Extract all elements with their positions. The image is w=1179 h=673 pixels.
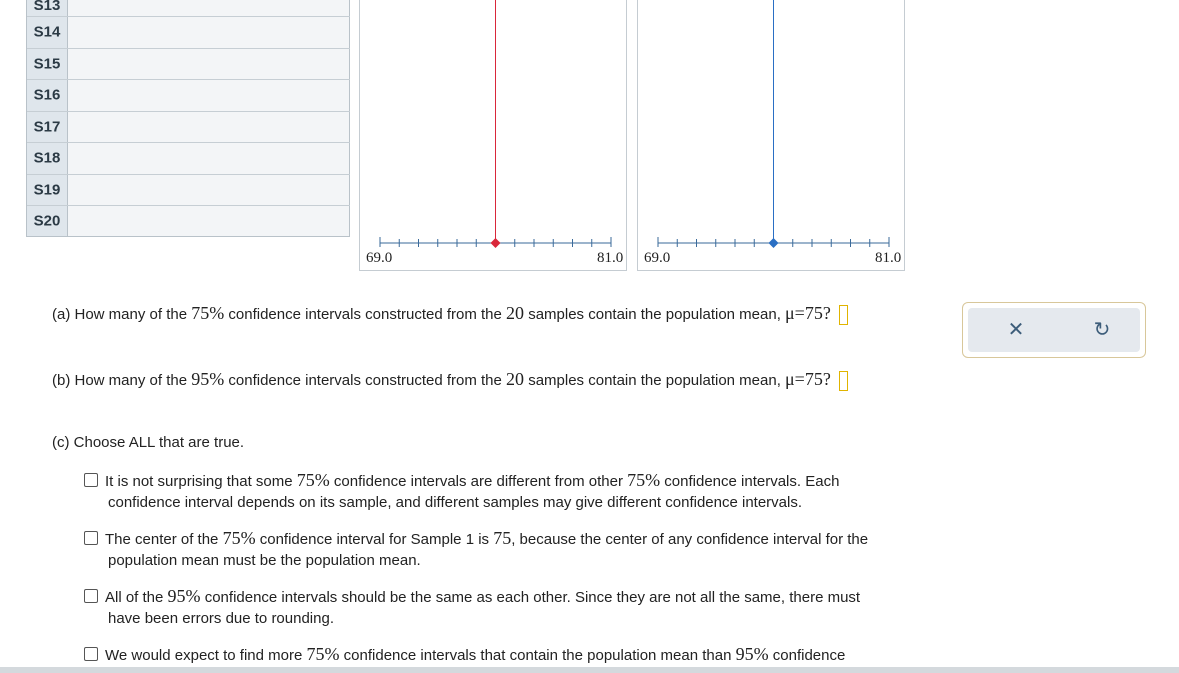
mean-marker: [769, 238, 779, 248]
option-text: It is not surprising that some: [105, 473, 297, 490]
tool-bar: [968, 308, 1140, 352]
option-text: confidence intervals. Each: [660, 473, 840, 490]
option-text: population mean must be the population mean.: [108, 552, 421, 569]
question-a-pct: 75%: [191, 303, 225, 323]
option-2-checkbox[interactable]: [84, 531, 98, 545]
sample-label: S16: [33, 86, 61, 104]
option-1-checkbox[interactable]: [84, 473, 98, 487]
option-4-checkbox[interactable]: [84, 647, 98, 661]
question-b: [52, 369, 848, 391]
question-a: [52, 303, 848, 325]
option-text: confidence interval depends on its sample, and different samples may give different confidence intervals.: [108, 494, 803, 511]
option-2[interactable]: [84, 528, 934, 571]
table-row: [27, 111, 350, 143]
option-text: have been errors due to rounding.: [108, 610, 334, 627]
axis-max-label: 81.0: [597, 250, 624, 266]
question-b-text: samples contain the population mean,: [524, 372, 786, 389]
option-text: , because the center of any confidence interval for the: [511, 531, 869, 548]
option-1[interactable]: [84, 470, 934, 513]
axis-min-label: 69.0: [644, 250, 671, 266]
axis-min-label: 69.0: [366, 250, 393, 266]
sample-label: S17: [33, 118, 61, 136]
question-c: [52, 434, 244, 451]
question-b-mu: μ=75?: [785, 369, 831, 389]
option-pct: 75%: [627, 470, 661, 490]
scrollbar-track[interactable]: [0, 667, 1179, 673]
option-3-checkbox[interactable]: [84, 589, 98, 603]
ci-95-axis-svg: [638, 0, 906, 272]
answer-b-input[interactable]: [839, 371, 848, 391]
option-pct: 95%: [735, 644, 769, 664]
table-row: [27, 205, 350, 237]
option-pct: 75%: [296, 470, 330, 490]
table-row: [27, 79, 350, 111]
option-pct: 75%: [306, 644, 340, 664]
option-text: The center of the: [105, 531, 223, 548]
question-a-text: confidence intervals constructed from the: [224, 306, 507, 323]
option-text: We would expect to find more: [105, 647, 307, 664]
answer-a-input[interactable]: [839, 305, 848, 325]
option-3[interactable]: [84, 586, 934, 629]
option-text: All of the: [105, 589, 168, 606]
sample-table: [26, 0, 350, 237]
axis-max-label: 81.0: [875, 250, 902, 266]
question-b-text: (b) How many of the: [52, 372, 192, 389]
question-b-n: 20: [506, 369, 525, 389]
table-row: [27, 142, 350, 174]
option-text: confidence intervals should be the same as each other. Since they are not all the same, there must: [200, 589, 861, 606]
sample-label: S13: [33, 0, 61, 14]
option-text: confidence: [768, 647, 846, 664]
question-a-text: samples contain the population mean,: [524, 306, 786, 323]
sample-label: S19: [33, 181, 61, 199]
sample-label: S14: [33, 23, 61, 41]
option-text: confidence interval for Sample 1 is: [255, 531, 494, 548]
option-pct: 75%: [222, 528, 256, 548]
table-row: [27, 16, 350, 48]
question-a-n: 20: [506, 303, 525, 323]
sample-label: S18: [33, 149, 61, 167]
question-a-mu: μ=75?: [785, 303, 831, 323]
question-c-label: (c) Choose ALL that are true.: [52, 434, 245, 451]
table-row: [27, 174, 350, 206]
close-icon[interactable]: ✕: [1007, 319, 1025, 341]
reset-icon[interactable]: ↻: [1093, 319, 1111, 341]
option-text: confidence intervals that contain the population mean than: [339, 647, 736, 664]
ci-95-plot: [637, 0, 905, 271]
sample-label: S15: [33, 55, 61, 73]
option-value: 75: [493, 528, 512, 548]
option-pct: 95%: [167, 586, 201, 606]
sample-label: S20: [33, 212, 61, 230]
question-a-text: (a) How many of the: [52, 306, 192, 323]
tool-panel: [962, 302, 1146, 358]
ci-75-plot: [359, 0, 627, 271]
question-b-text: confidence intervals constructed from the: [224, 372, 507, 389]
option-4[interactable]: [84, 644, 934, 666]
table-row: [27, 48, 350, 80]
mean-marker: [491, 238, 501, 248]
option-text: confidence intervals are different from other: [329, 473, 628, 490]
question-b-pct: 95%: [191, 369, 225, 389]
ci-75-axis-svg: [360, 0, 628, 272]
